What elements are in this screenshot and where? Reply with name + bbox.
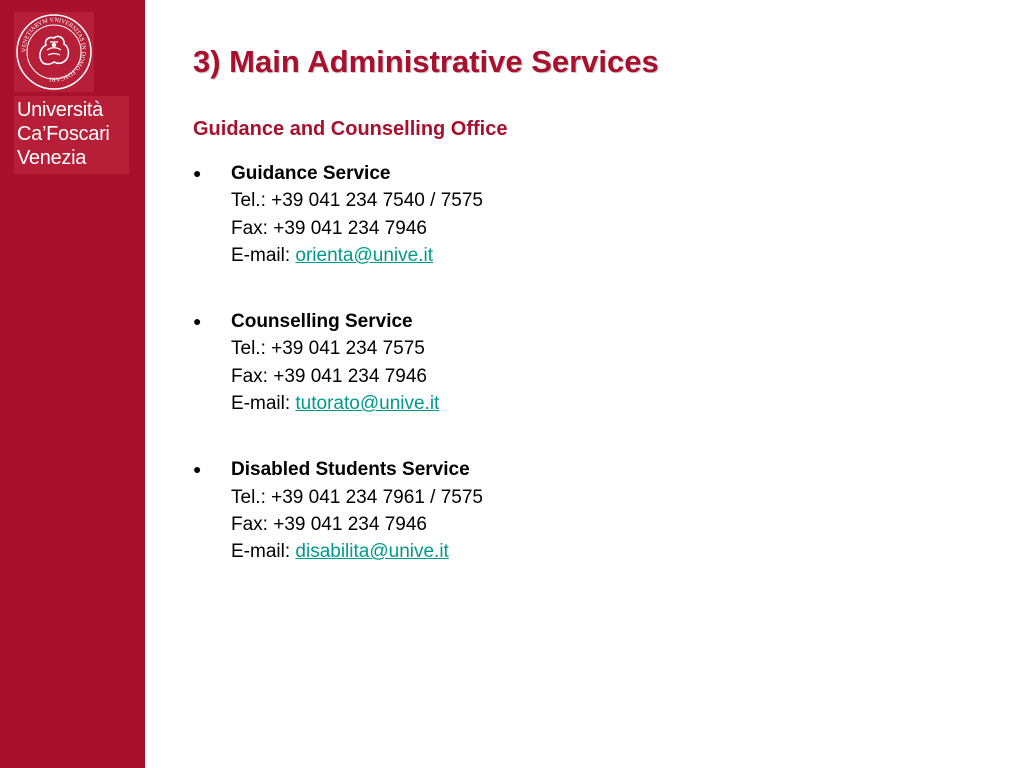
service-fax: Fax: +39 041 234 7946 <box>231 365 427 387</box>
bullet-icon: ● <box>193 165 202 181</box>
brand-sidebar <box>0 0 145 768</box>
bullet-icon: ● <box>193 313 202 330</box>
section-subtitle: Guidance and Counselling Office <box>193 118 508 140</box>
service-fax: Fax: +39 041 234 7946 <box>231 217 427 239</box>
service-email-row <box>231 390 973 417</box>
service-item-counselling <box>193 308 973 417</box>
email-label: E-mail: <box>231 541 296 563</box>
wordmark-line-3: Venezia <box>17 147 87 169</box>
seal-text: VENETIARVM VNIVERSITAS IN DOMO FOSCARI <box>20 16 87 83</box>
wordmark-line-1: Università <box>17 99 103 121</box>
service-tel: Tel.: +39 041 234 7540 / 7575 <box>231 190 483 212</box>
email-label: E-mail: <box>231 244 296 266</box>
email-link[interactable]: orienta@unive.it <box>295 244 433 266</box>
service-name: Disabled Students Service <box>231 459 470 481</box>
services-list <box>193 160 973 605</box>
service-name: Guidance Service <box>231 163 391 184</box>
university-seal-logo <box>14 12 94 92</box>
service-name: Counselling Service <box>231 311 413 333</box>
email-label: E-mail: <box>231 393 296 415</box>
service-email-row <box>231 538 973 565</box>
email-link[interactable]: tutorato@unive.it <box>295 393 440 415</box>
service-item-guidance <box>193 160 973 269</box>
university-wordmark <box>14 96 129 174</box>
service-item-disabled-students <box>193 456 973 565</box>
service-tel: Tel.: +39 041 234 7575 <box>231 338 425 360</box>
service-tel: Tel.: +39 041 234 7961 / 7575 <box>231 486 483 508</box>
page-title: 3) Main Administrative Services <box>193 44 659 79</box>
bullet-icon: ● <box>193 461 202 478</box>
email-link[interactable]: disabilita@unive.it <box>295 541 449 563</box>
service-email-row <box>231 242 973 269</box>
wordmark-line-2: Ca’Foscari <box>17 123 110 145</box>
service-fax: Fax: +39 041 234 7946 <box>231 513 427 535</box>
